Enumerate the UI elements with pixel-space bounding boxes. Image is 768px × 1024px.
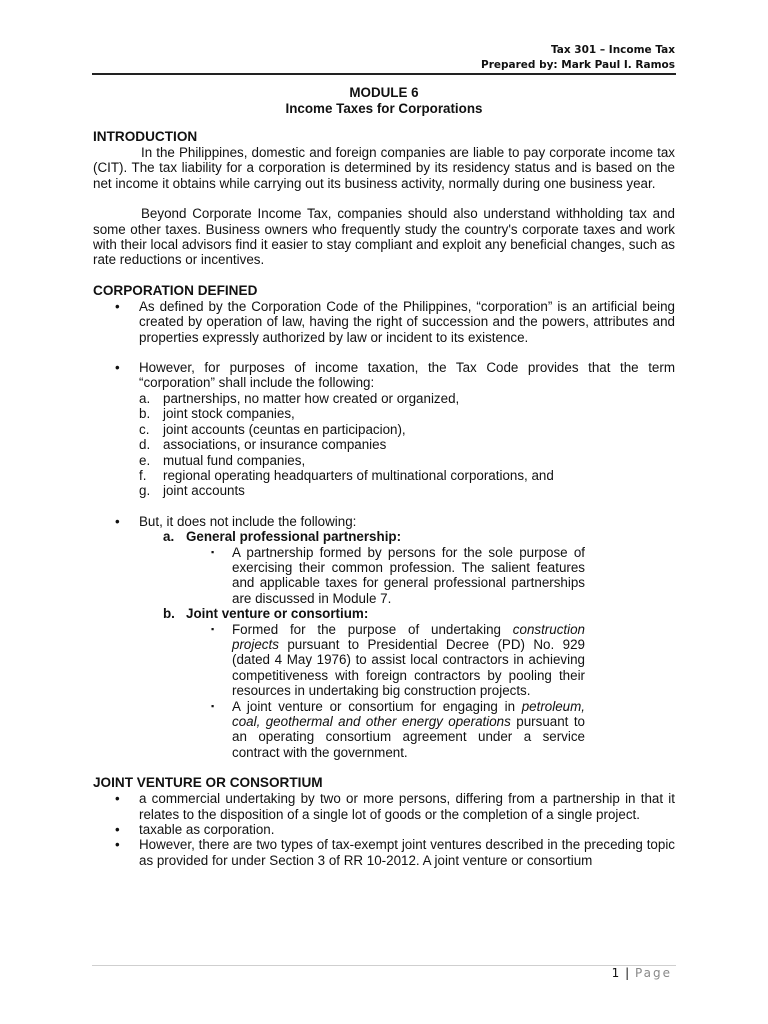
list-letter: a.: [139, 390, 151, 406]
page-footer: [612, 966, 672, 980]
jv-item2-text-cont: pursuant to an operating consortium agreement under a service contract with the government.: [232, 714, 585, 760]
bullet-icon: •: [115, 298, 120, 314]
list-letter: f.: [139, 467, 147, 483]
list-item: [93, 406, 675, 421]
list-letter: d.: [139, 437, 151, 453]
list-item: [93, 453, 675, 468]
list-item: [93, 699, 585, 761]
jv-item2-text: A joint venture or consortium for engaging in: [232, 698, 522, 714]
jv-title: Joint venture or consortium:: [186, 606, 369, 622]
jv-item2-emphasis: petroleum, coal, geothermal and other energy operations: [232, 698, 585, 729]
list-text: associations, or insurance companies: [163, 437, 387, 453]
corporation-excludes-text: But, it does not include the following:: [139, 513, 357, 529]
bullet-icon: •: [115, 513, 120, 529]
course-title: Tax 301 – Income Tax: [550, 44, 675, 56]
square-bullet-icon: ▪: [211, 623, 215, 634]
gpp-text: A partnership formed by persons for the sole purpose of exercising their common profession. The salient features and applicable taxes for general professional partnerships are discussed in Module 7.: [232, 544, 585, 606]
list-text: joint accounts (ceuntas en participacion),: [163, 421, 406, 437]
jv-item1-text: Formed for the purpose of undertaking: [232, 621, 513, 637]
list-text: taxable as corporation.: [139, 822, 275, 838]
list-item: [93, 468, 675, 483]
list-letter: a.: [163, 529, 175, 545]
page-separator: |: [625, 966, 631, 980]
list-item: [93, 837, 675, 868]
list-letter: e.: [139, 452, 151, 468]
list-item: [93, 545, 585, 607]
corporation-bullets: [93, 299, 675, 345]
page-content: [93, 82, 675, 868]
corporation-includes-bullet: [93, 360, 675, 391]
footer-rule: [92, 965, 676, 966]
gpp-list: [93, 545, 585, 607]
list-item: [93, 391, 675, 406]
list-text: regional operating headquarters of multinational corporations, and: [163, 467, 554, 483]
module-subtitle: Income Taxes for Corporations: [285, 101, 483, 116]
list-item: [93, 360, 675, 391]
joint-venture-list: [93, 791, 675, 868]
page-number: 1: [611, 966, 621, 980]
list-item: [93, 622, 585, 699]
introduction-paragraph-2: Beyond Corporate Income Tax, companies should also understand withholding tax and some other taxes. Business owners who frequently study the country's corporate taxes and work with their local advisors find it easier to stay compliant and exploit any beneficial changes, such as rate reductions or incentives.: [93, 206, 675, 268]
list-item: [93, 422, 675, 437]
list-letter: g.: [139, 483, 151, 499]
bullet-icon: •: [115, 791, 120, 807]
list-text: mutual fund companies,: [163, 452, 306, 468]
corporation-excludes-bullet: [93, 514, 675, 529]
page-label: Page: [634, 966, 672, 980]
list-item: [93, 483, 675, 498]
square-bullet-icon: ▪: [211, 546, 215, 557]
module-title: MODULE 6: [349, 85, 419, 100]
header-rule: [92, 73, 676, 75]
list-item: [93, 514, 675, 529]
jv-heading: [93, 606, 675, 621]
corporation-includes-text: However, for purposes of income taxation, the Tax Code provides that the term “corporation” shall include the following:: [139, 360, 675, 391]
introduction-paragraph-1: In the Philippines, domestic and foreign companies are liable to pay corporate income tax (CIT). The tax liability for a corporation is determined by its residency status and is based on the net income it obtains while carrying out its business activity, normally during one business year.: [93, 145, 675, 191]
introduction-heading: INTRODUCTION: [93, 129, 198, 144]
list-letter: b.: [163, 606, 175, 622]
jv-item1-emphasis: construction projects: [232, 621, 585, 652]
joint-venture-heading: JOINT VENTURE OR CONSORTIUM: [93, 775, 323, 791]
square-bullet-icon: ▪: [211, 700, 215, 711]
list-text: However, there are two types of tax-exempt joint ventures described in the preceding topic as provided for under Section 3 of RR 10-2012. A joint venture or consortium: [139, 837, 675, 868]
list-letter: b.: [139, 406, 151, 422]
list-text: joint accounts: [163, 483, 245, 499]
bullet-icon: •: [115, 822, 120, 838]
gpp-heading: [93, 529, 675, 544]
corporation-defined-heading: CORPORATION DEFINED: [93, 282, 258, 298]
list-item: [93, 822, 675, 837]
gpp-title: General professional partnership:: [186, 529, 402, 545]
page-header: [481, 43, 675, 73]
corporation-includes-list: [93, 391, 675, 499]
jv-item1-text-cont: pursuant to Presidential Decree (PD) No. 929 (dated 4 May 1976) to assist local contractors in achieving competitiveness with foreign contractors by pooling their resources in undertaking big construction projects.: [232, 636, 585, 699]
list-item: [93, 791, 675, 822]
list-item: [93, 299, 675, 345]
list-letter: c.: [139, 421, 150, 437]
bullet-icon: •: [115, 360, 120, 376]
corporation-definition-text: As defined by the Corporation Code of the Philippines, “corporation” is an artificial being created by operation of law, having the right of succession and the powers, attributes and properties expressly authorized by law or incident to its existence.: [139, 298, 675, 345]
module-title-block: [93, 85, 675, 117]
list-text: partnerships, no matter how created or organized,: [163, 390, 460, 406]
list-text: joint stock companies,: [163, 406, 295, 422]
bullet-icon: •: [115, 837, 120, 853]
jv-list: [93, 622, 585, 761]
prepared-by: Prepared by: Mark Paul I. Ramos: [481, 59, 675, 71]
list-item: [93, 437, 675, 452]
list-text: a commercial undertaking by two or more persons, differing from a partnership in that it relates to the disposition of a single lot of goods or the completion of a single project.: [139, 791, 675, 822]
